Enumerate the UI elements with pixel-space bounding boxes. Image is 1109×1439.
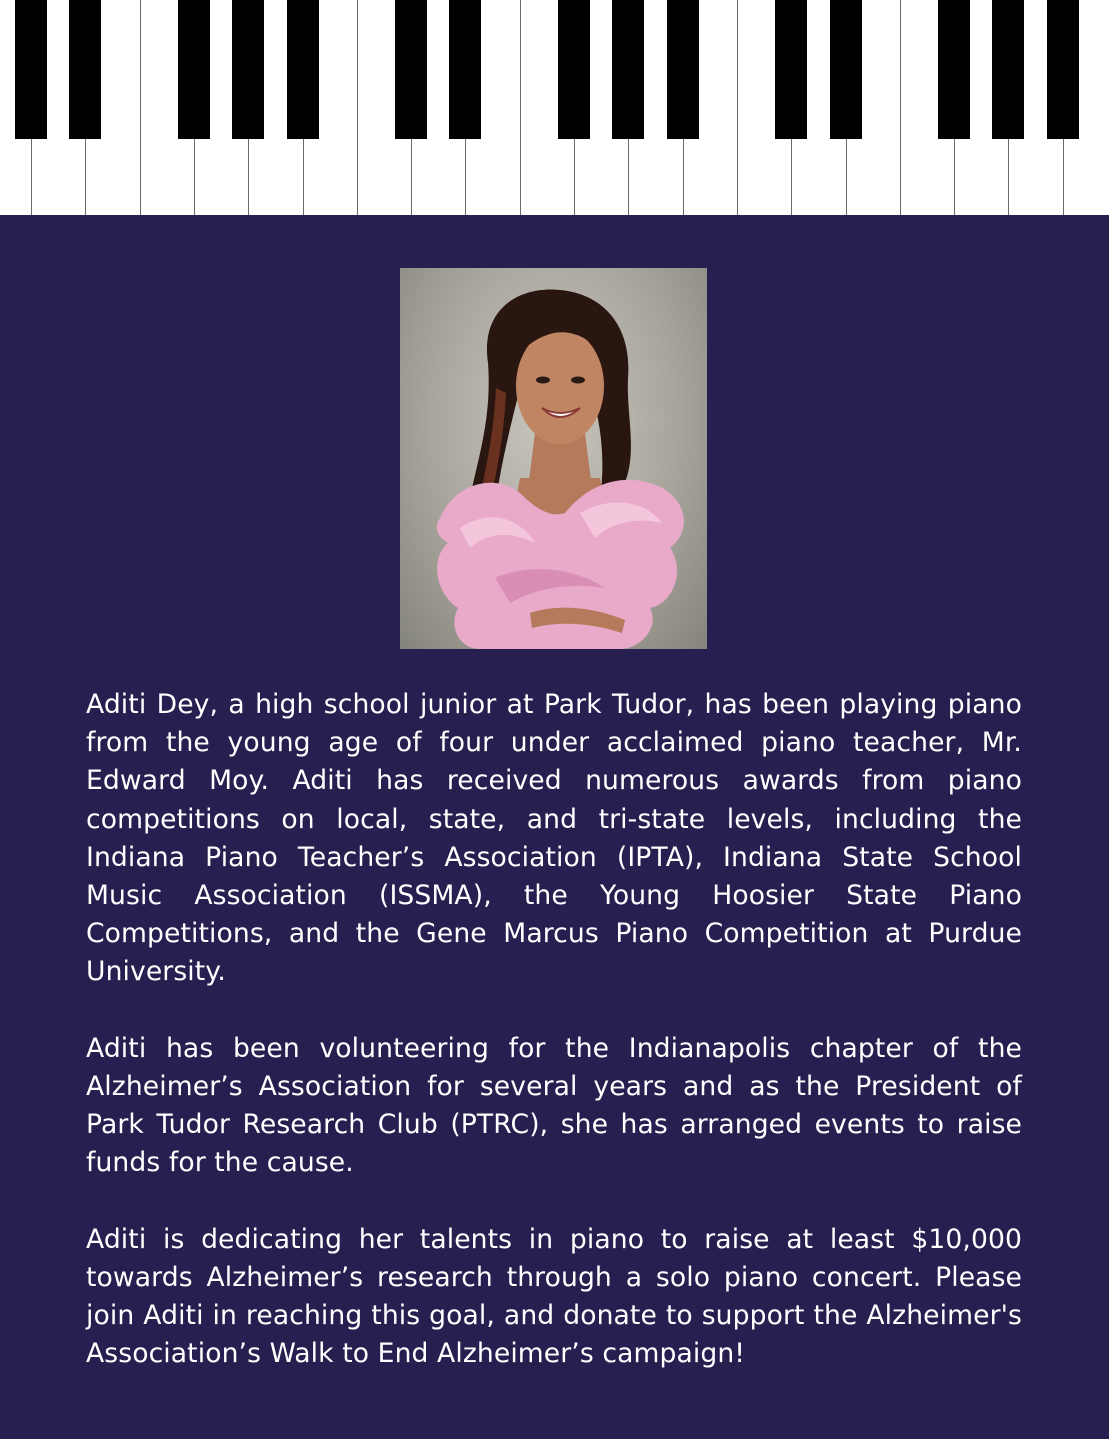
- portrait-illustration: [400, 268, 707, 649]
- right-eye: [571, 377, 585, 384]
- black-key: [992, 0, 1024, 139]
- left-eye: [536, 377, 550, 384]
- white-key-divider: [520, 0, 521, 215]
- black-key: [15, 0, 47, 139]
- black-key: [612, 0, 644, 139]
- white-key-divider: [737, 0, 738, 215]
- white-key-divider: [900, 0, 901, 215]
- bio-paragraph-3: Aditi is dedicating her talents in piano to raise at least $10,000 towards Alzheimer’s research through a solo piano concert. Please join Aditi in reaching this goal, and donate to support the Alzheimer's Association’s Walk to End Alzheimer’s campaign!: [86, 1223, 1022, 1370]
- bio-text: [86, 686, 1022, 1374]
- black-key: [830, 0, 862, 139]
- white-key-divider: [140, 0, 141, 215]
- black-key: [232, 0, 264, 139]
- black-key: [178, 0, 210, 139]
- face: [516, 328, 604, 444]
- black-key: [938, 0, 970, 139]
- black-key: [1047, 0, 1079, 139]
- black-key: [449, 0, 481, 139]
- piano-keyboard-banner: [0, 0, 1109, 215]
- black-key: [667, 0, 699, 139]
- black-key: [775, 0, 807, 139]
- black-key: [395, 0, 427, 139]
- black-key: [69, 0, 101, 139]
- portrait-photo: [400, 268, 707, 649]
- black-key: [287, 0, 319, 139]
- white-key-divider: [357, 0, 358, 215]
- black-key: [558, 0, 590, 139]
- bio-paragraph-2: Aditi has been volunteering for the Indianapolis chapter of the Alzheimer’s Association for several years and as the President of Park Tudor Research Club (PTRC), she has arranged events to raise funds for the cause.: [86, 1032, 1022, 1179]
- bio-paragraph-1: Aditi Dey, a high school junior at Park Tudor, has been playing piano from the young age of four under acclaimed piano teacher, Mr. Edward Moy. Aditi has received numerous awards from piano competitions on local, state, and tri-state levels, including the Indiana Piano Teacher’s Association (IPTA), Indiana State School Music Association (ISSMA), the Young Hoosier State Piano Competitions, and the Gene Marcus Piano Competition at Purdue University.: [86, 689, 1022, 988]
